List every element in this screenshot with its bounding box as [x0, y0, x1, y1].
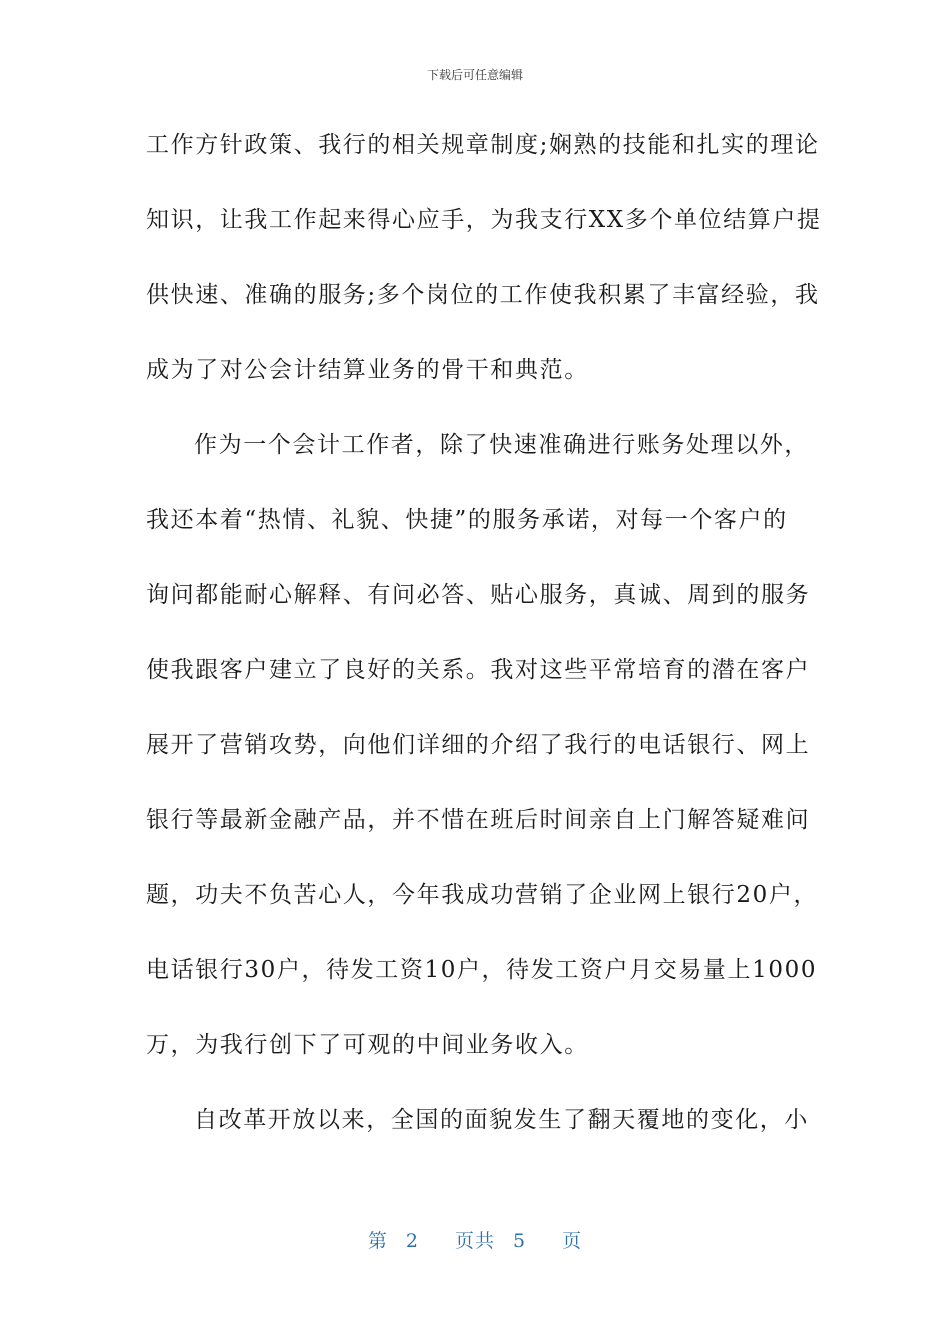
header-text: 下载后可任意编辑	[426, 68, 523, 82]
text-line: 银行等最新金融产品，并不惜在班后时间亲自上门解答疑难问	[146, 807, 811, 833]
text-line: 电话银行30户，待发工资10户，待发工资户月交易量上1000	[146, 957, 818, 983]
page-footer	[0, 1226, 950, 1253]
total-page-number: 5	[513, 1230, 527, 1252]
footer-middle: 页共	[454, 1230, 495, 1252]
text-line: 我还本着“热情、礼貌、快捷”的服务承诺，对每一个客户的	[146, 507, 788, 533]
text-line: 使我跟客户建立了良好的关系。我对这些平常培育的潜在客户	[146, 657, 811, 683]
text-line: 供快速、准确的服务;多个岗位的工作使我积累了丰富经验，我	[146, 282, 820, 308]
paragraph-start-line: 作为一个会计工作者，除了快速准确进行账务处理以外，	[194, 432, 809, 458]
footer-prefix: 第	[367, 1230, 388, 1252]
paragraph-start-line: 自改革开放以来，全国的面貌发生了翻天覆地的变化，小	[194, 1107, 809, 1133]
text-line: 询问都能耐心解释、有问必答、贴心服务，真诚、周到的服务	[146, 582, 811, 608]
text-line: 题，功夫不负苦心人，今年我成功营销了企业网上银行20户，	[146, 882, 819, 908]
current-page-number: 2	[405, 1230, 419, 1252]
text-line: 知识，让我工作起来得心应手，为我支行XX多个单位结算户提	[146, 207, 822, 233]
footer-suffix: 页	[562, 1230, 583, 1252]
text-line: 万，为我行创下了可观的中间业务收入。	[146, 1032, 589, 1058]
page-header	[0, 66, 950, 83]
text-line: 工作方针政策、我行的相关规章制度;娴熟的技能和扎实的理论	[146, 132, 820, 158]
document-body	[146, 118, 822, 1168]
text-line: 展开了营销攻势，向他们详细的介绍了我行的电话银行、网上	[146, 732, 811, 758]
text-line: 成为了对公会计结算业务的骨干和典范。	[146, 357, 589, 383]
